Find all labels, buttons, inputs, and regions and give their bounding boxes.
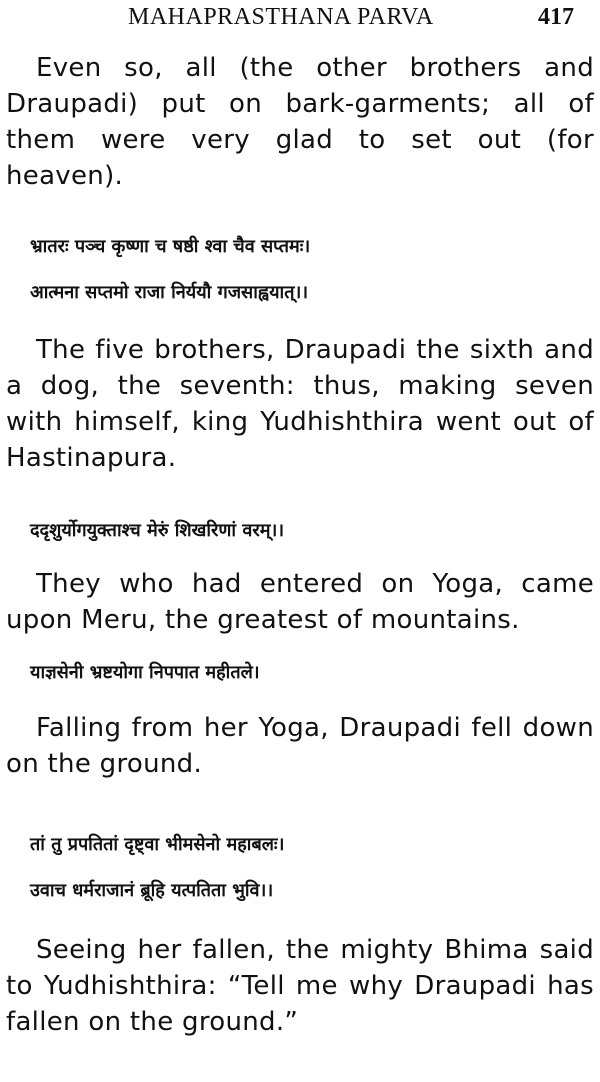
translation-text: Even so, all (the other brothers and Draupadi) put on bark-garments; all of them were very glad to set out (for heaven). [6, 53, 594, 191]
translation-paragraph-1 [6, 50, 594, 194]
page-number: 417 [538, 4, 574, 30]
verse-text [6, 822, 594, 914]
translation-text: Falling from her Yoga, Draupadi fell down on the ground. [6, 713, 594, 779]
header-title: MAHAPRASTHANA PARVA [128, 4, 434, 30]
verse-line: ददृशुर्योगयुक्ताश्च मेरुं शिखरिणां वरम्।। [30, 520, 285, 541]
translation-text: They who had entered on Yoga, came upon Meru, the greatest of mountains. [6, 569, 594, 635]
verse-line: उवाच धर्मराजानं ब्रूहि यत्पतिता भुवि।। [30, 880, 274, 901]
translation-text: Seeing her fallen, the mighty Bhima said to Yudhishthira: “Tell me why Draupadi has fallen on the ground.” [6, 935, 594, 1037]
translation-paragraph-2 [6, 332, 594, 476]
sanskrit-verse-4 [6, 822, 594, 914]
sanskrit-verse-1 [6, 224, 594, 316]
verse-line: याज्ञसेनी भ्रष्टयोगा निपपात महीतले। [30, 662, 260, 683]
verse-text [6, 224, 594, 316]
verse-text [6, 508, 594, 554]
translation-paragraph-5 [6, 932, 594, 1040]
translation-text: The five brothers, Draupadi the sixth and a dog, the seventh: thus, making seven with himself, king Yudhishthira went out of Hastinapura. [6, 335, 594, 473]
translation-paragraph-4 [6, 710, 594, 782]
translation-paragraph-3 [6, 566, 594, 638]
verse-line: भ्रातरः पञ्च कृष्णा च षष्ठी श्वा चैव सप्तमः। [30, 236, 311, 257]
verse-text [6, 650, 594, 696]
running-header [0, 2, 600, 36]
sanskrit-verse-3 [6, 650, 594, 696]
verse-line: तां तु प्रपतितां दृष्ट्वा भीमसेनो महाबलः। [30, 834, 285, 855]
verse-line: आत्मना सप्तमो राजा निर्ययौ गजसाह्वयात्।। [30, 282, 309, 303]
sanskrit-verse-2 [6, 508, 594, 554]
